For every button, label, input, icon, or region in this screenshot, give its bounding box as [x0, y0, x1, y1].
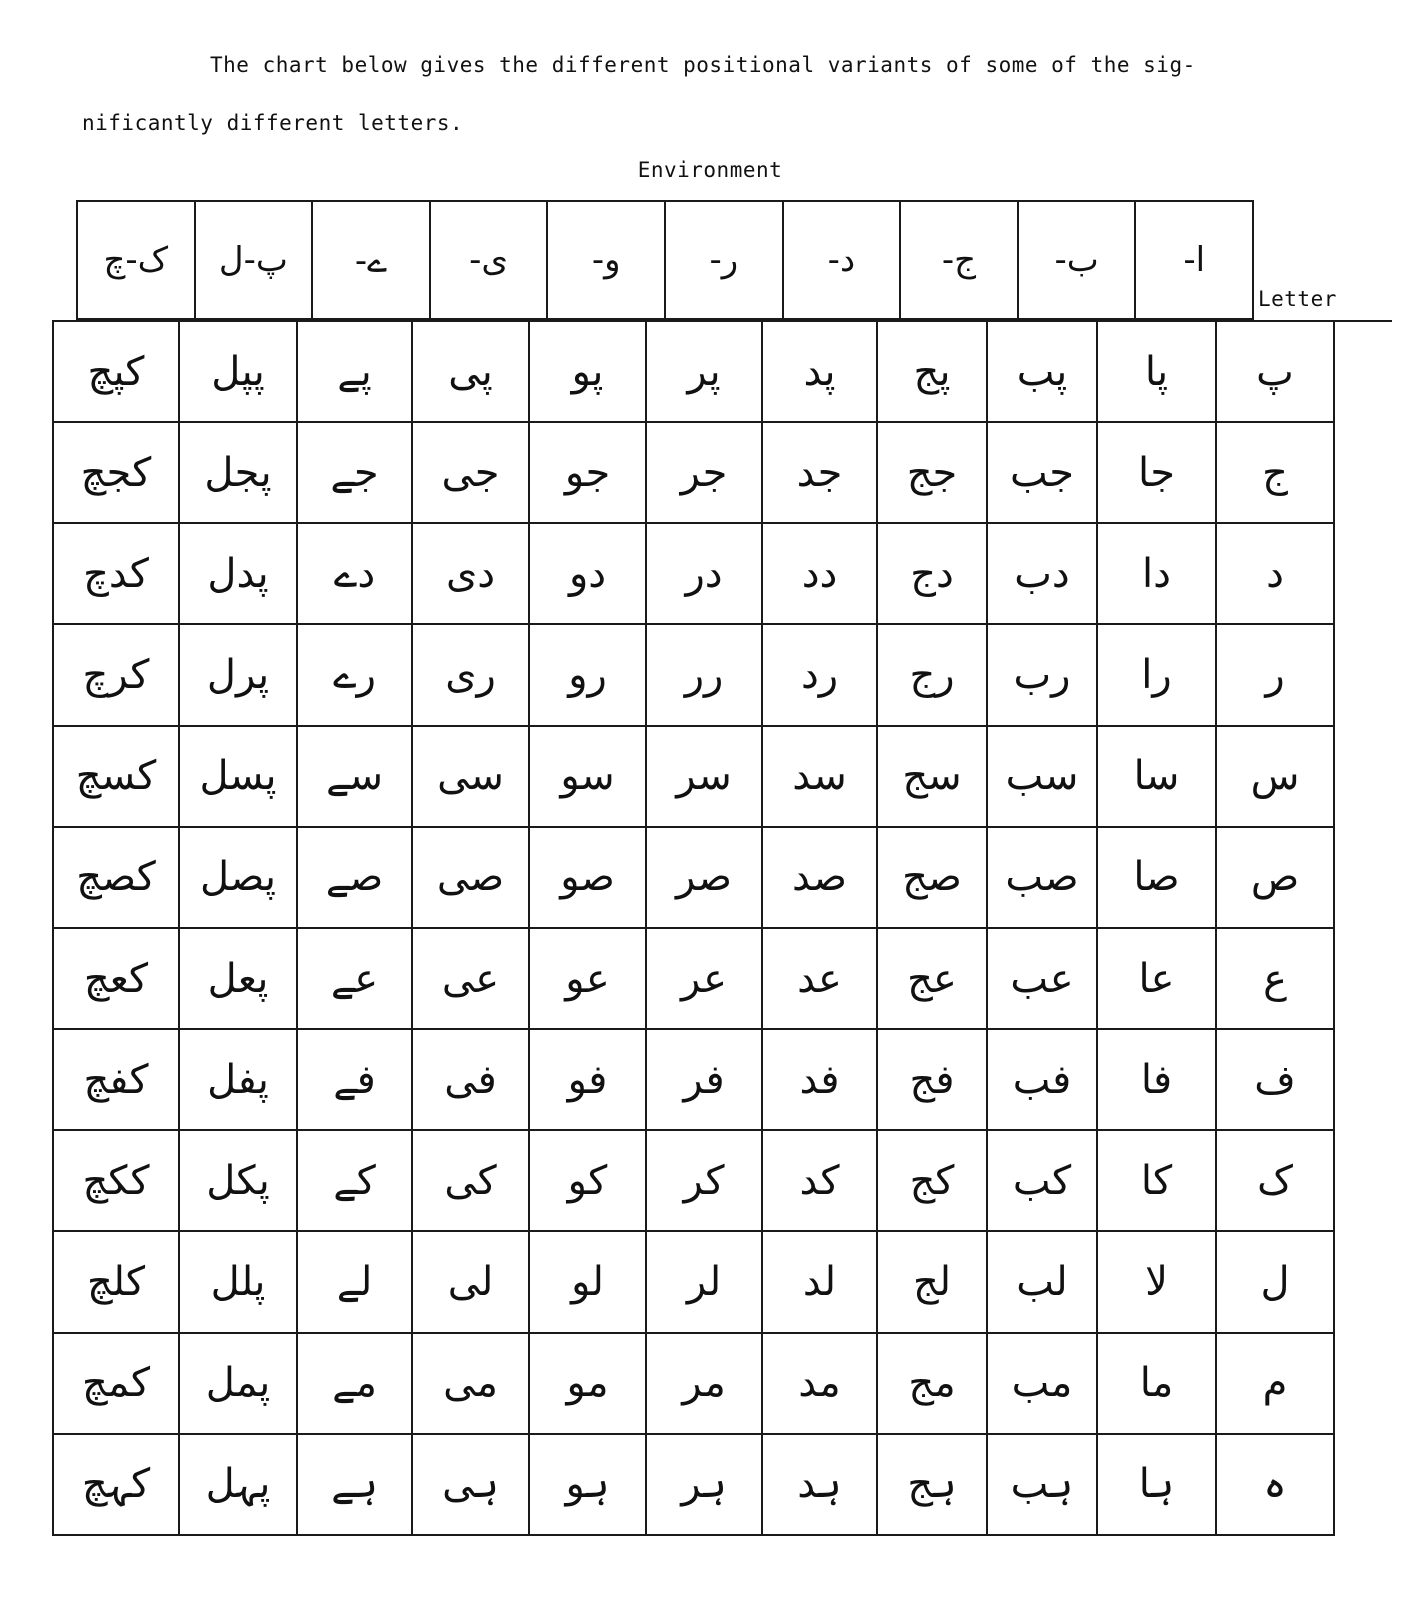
variant-cell: فا [1098, 1030, 1217, 1131]
variant-cell: رو [530, 625, 647, 726]
variant-cell: فر [647, 1030, 763, 1131]
variant-cell: کرچ [54, 625, 180, 726]
variant-cell: جج [878, 423, 988, 524]
variant-cell: صر [647, 828, 763, 929]
variant-cell: کے [298, 1131, 413, 1232]
variant-cell: کجچ [54, 423, 180, 524]
letter-cell: م [1217, 1334, 1335, 1435]
variant-cell: پا [1098, 322, 1217, 423]
variant-cell: ہو [530, 1435, 647, 1536]
variant-cell: فے [298, 1030, 413, 1131]
letter-cell: ف [1217, 1030, 1335, 1131]
variant-cell: لب [988, 1232, 1098, 1333]
variant-cell: پصل [180, 828, 298, 929]
variant-cell: فج [878, 1030, 988, 1131]
variant-cell: عب [988, 929, 1098, 1030]
variant-cell: عد [763, 929, 878, 1030]
variant-cell: صا [1098, 828, 1217, 929]
variant-cell: جر [647, 423, 763, 524]
variant-cell: جو [530, 423, 647, 524]
variant-cell: کر [647, 1131, 763, 1232]
variant-cell: ہر [647, 1435, 763, 1536]
variant-cell: پے [298, 322, 413, 423]
variant-cell: کپچ [54, 322, 180, 423]
variant-cell: سا [1098, 727, 1217, 828]
variant-cell: ہب [988, 1435, 1098, 1536]
variant-cell: ری [413, 625, 530, 726]
variant-cell: کمچ [54, 1334, 180, 1435]
intro-paragraph [82, 36, 1362, 152]
variant-cell: ہد [763, 1435, 878, 1536]
variant-cell: پرل [180, 625, 298, 726]
variant-cell: جب [988, 423, 1098, 524]
letter-cell: س [1217, 727, 1335, 828]
variant-cell: مو [530, 1334, 647, 1435]
variant-cell: در [647, 524, 763, 625]
variant-cell: پسل [180, 727, 298, 828]
variant-cell: پہل [180, 1435, 298, 1536]
variant-cell: صد [763, 828, 878, 929]
variant-cell: جد [763, 423, 878, 524]
variant-cell: مے [298, 1334, 413, 1435]
variant-cell: صے [298, 828, 413, 929]
variant-cell: پر [647, 322, 763, 423]
variant-cell: لا [1098, 1232, 1217, 1333]
variant-cell: رے [298, 625, 413, 726]
variant-cell: می [413, 1334, 530, 1435]
variant-cell: پکل [180, 1131, 298, 1232]
variant-cell: کلچ [54, 1232, 180, 1333]
variant-cell: دج [878, 524, 988, 625]
variant-cell: ہا [1098, 1435, 1217, 1536]
variant-cell: کدچ [54, 524, 180, 625]
variant-cell: دے [298, 524, 413, 625]
variant-cell: پفل [180, 1030, 298, 1131]
environment-cell: -ج [901, 202, 1019, 320]
variant-cell: کعچ [54, 929, 180, 1030]
letter-cell: ل [1217, 1232, 1335, 1333]
environment-cell: -و [548, 202, 666, 320]
letter-cell: ر [1217, 625, 1335, 726]
variant-cell: دو [530, 524, 647, 625]
environment-heading: Environment [637, 158, 783, 182]
variant-cell: صب [988, 828, 1098, 929]
variant-cell: عج [878, 929, 988, 1030]
environment-cell: -ی [431, 202, 549, 320]
environment-cell: -ے [313, 202, 431, 320]
variant-cell: لو [530, 1232, 647, 1333]
variant-cell: پدل [180, 524, 298, 625]
variant-cell: سد [763, 727, 878, 828]
variant-cell: دد [763, 524, 878, 625]
variant-cell: ما [1098, 1334, 1217, 1435]
letter-cell: د [1217, 524, 1335, 625]
variant-cell: صو [530, 828, 647, 929]
variant-cell: فد [763, 1030, 878, 1131]
letter-heading: Letter [1258, 287, 1337, 311]
variant-cell: کب [988, 1131, 1098, 1232]
variants-table-body [52, 320, 1392, 1536]
variant-cell: ہے [298, 1435, 413, 1536]
letter-cell: ج [1217, 423, 1335, 524]
variant-cell: جا [1098, 423, 1217, 524]
variant-cell: کصچ [54, 828, 180, 929]
variant-cell: سو [530, 727, 647, 828]
environment-cell: -ر [666, 202, 784, 320]
environment-header-row [76, 200, 1254, 320]
variant-cell: عر [647, 929, 763, 1030]
variant-cell: پج [878, 322, 988, 423]
intro-line-2: nificantly different letters. [82, 111, 464, 135]
variant-cell: لی [413, 1232, 530, 1333]
variant-cell: پو [530, 322, 647, 423]
variant-cell: عی [413, 929, 530, 1030]
variant-cell: عے [298, 929, 413, 1030]
variant-cell: پی [413, 322, 530, 423]
variant-cell: کد [763, 1131, 878, 1232]
letter-cell: ص [1217, 828, 1335, 929]
variant-cell: رد [763, 625, 878, 726]
variant-cell: سے [298, 727, 413, 828]
variant-cell: مب [988, 1334, 1098, 1435]
variant-cell: کا [1098, 1131, 1217, 1232]
variant-cell: کو [530, 1131, 647, 1232]
variant-cell: صج [878, 828, 988, 929]
variant-cell: را [1098, 625, 1217, 726]
variant-cell: کفچ [54, 1030, 180, 1131]
variant-cell: کج [878, 1131, 988, 1232]
variant-cell: ہی [413, 1435, 530, 1536]
variant-cell: جے [298, 423, 413, 524]
environment-cell: -ا [1136, 202, 1254, 320]
letter-cell: ع [1217, 929, 1335, 1030]
variant-cell: پمل [180, 1334, 298, 1435]
variant-cell: پب [988, 322, 1098, 423]
variant-cell: کی [413, 1131, 530, 1232]
variant-cell: پعل [180, 929, 298, 1030]
variant-cell: رب [988, 625, 1098, 726]
environment-cell: ک-چ [78, 202, 196, 320]
variant-cell: سج [878, 727, 988, 828]
environment-cell: پ-ل [196, 202, 314, 320]
variant-cell: مج [878, 1334, 988, 1435]
environment-cell: -د [784, 202, 902, 320]
variant-cell: سر [647, 727, 763, 828]
variant-cell: پلل [180, 1232, 298, 1333]
variant-cell: فب [988, 1030, 1098, 1131]
variant-cell: پجل [180, 423, 298, 524]
variant-cell: سب [988, 727, 1098, 828]
variant-cell: لے [298, 1232, 413, 1333]
variant-cell: ککچ [54, 1131, 180, 1232]
letter-cell: ک [1217, 1131, 1335, 1232]
variant-cell: سی [413, 727, 530, 828]
variant-cell: عو [530, 929, 647, 1030]
variant-cell: جی [413, 423, 530, 524]
variant-cell: فی [413, 1030, 530, 1131]
variant-cell: کہچ [54, 1435, 180, 1536]
variant-cell: مد [763, 1334, 878, 1435]
variant-cell: لج [878, 1232, 988, 1333]
variant-cell: ہج [878, 1435, 988, 1536]
letter-cell: ہ [1217, 1435, 1335, 1536]
variant-cell: صی [413, 828, 530, 929]
letter-variants-chart [52, 200, 1390, 1534]
variant-cell: رج [878, 625, 988, 726]
intro-line-1: The chart below gives the different positional variants of some of the sig- [210, 53, 1196, 77]
variant-cell: عا [1098, 929, 1217, 1030]
variant-cell: رر [647, 625, 763, 726]
variant-cell: دب [988, 524, 1098, 625]
variant-cell: فو [530, 1030, 647, 1131]
variant-cell: کسچ [54, 727, 180, 828]
letter-cell: پ [1217, 322, 1335, 423]
variant-cell: پد [763, 322, 878, 423]
variant-cell: دا [1098, 524, 1217, 625]
variant-cell: دی [413, 524, 530, 625]
environment-cell: -ب [1019, 202, 1137, 320]
variant-cell: لد [763, 1232, 878, 1333]
variant-cell: لر [647, 1232, 763, 1333]
variant-cell: پپل [180, 322, 298, 423]
variant-cell: مر [647, 1334, 763, 1435]
